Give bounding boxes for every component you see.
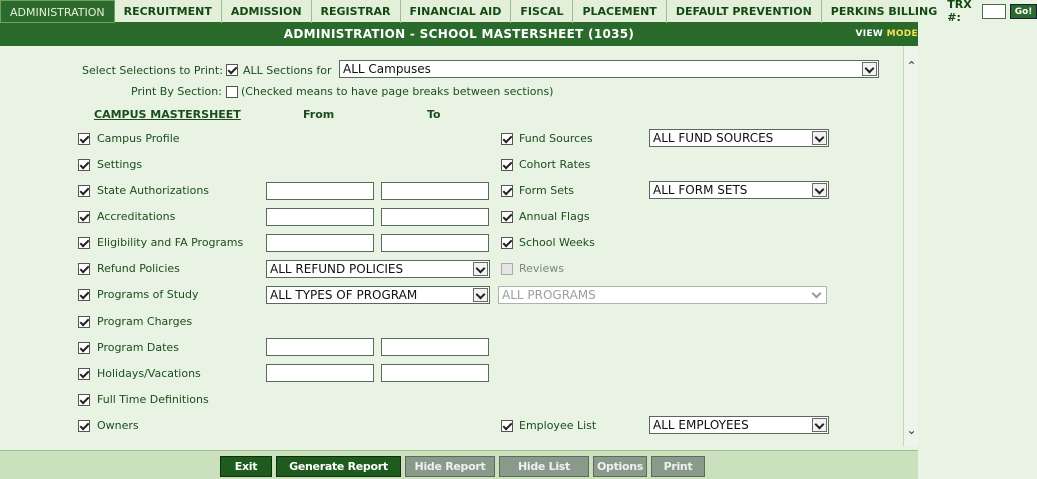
eligibility-label: Eligibility and FA Programs [97,236,244,249]
holidays-label: Holidays/Vacations [97,367,201,380]
programs-select-value: ALL PROGRAMS [502,288,596,302]
exit-button[interactable]: Exit [220,456,272,477]
accreditations-checkbox[interactable] [78,211,90,223]
trx-group [939,0,1037,24]
vertical-scrollbar[interactable] [903,46,918,446]
fund-sources-select[interactable] [649,129,829,147]
eligibility-checkbox[interactable] [78,237,90,249]
holidays-from-input[interactable] [266,364,374,382]
accreditations-label: Accreditations [97,210,176,223]
annual-flags-checkbox[interactable] [501,211,513,223]
refund-policies-label: Refund Policies [97,262,180,275]
form-sets-select[interactable] [649,181,829,199]
full-time-definitions-label: Full Time Definitions [97,393,209,406]
full-time-definitions-checkbox[interactable] [78,394,90,406]
tab-administration[interactable]: ADMINISTRATION [0,0,115,23]
employee-list-checkbox[interactable] [501,420,513,432]
eligibility-from-input[interactable] [266,234,374,252]
tab-registrar[interactable]: REGISTRAR [312,0,401,23]
page-title: ADMINISTRATION - SCHOOL MASTERSHEET (1035) [283,27,635,41]
generate-report-button[interactable]: Generate Report [276,456,401,477]
refund-policies-select[interactable] [266,260,490,278]
employee-list-select-value: ALL EMPLOYEES [653,418,749,432]
accreditations-from-input[interactable] [266,208,374,226]
employee-list-select[interactable] [649,416,829,434]
trx-input[interactable] [982,4,1006,19]
tab-default-prevention[interactable]: DEFAULT PREVENTION [667,0,822,23]
programs-of-study-label: Programs of Study [97,288,199,301]
refund-policies-select-value: ALL REFUND POLICIES [270,262,404,276]
fund-sources-select-value: ALL FUND SOURCES [653,131,774,145]
school-weeks-label: School Weeks [519,236,595,249]
owners-checkbox[interactable] [78,420,90,432]
title-bar [0,23,918,46]
holidays-checkbox[interactable] [78,368,90,380]
print-by-section-checkbox[interactable] [226,86,238,98]
bottom-toolbar [0,450,918,479]
accreditations-to-input[interactable] [381,208,489,226]
chevron-down-icon [812,131,827,145]
mode-view: VIEW [855,29,884,39]
all-sections-checkbox[interactable] [226,64,238,76]
chevron-down-icon [862,62,877,76]
state-authorizations-to-input[interactable] [381,182,489,200]
tab-recruitment[interactable]: RECRUITMENT [115,0,222,23]
tab-admission[interactable]: ADMISSION [222,0,312,23]
tab-perkins-billing[interactable]: PERKINS BILLING [830,4,938,18]
print-by-section-label: Print By Section: [131,85,222,98]
form-sets-select-value: ALL FORM SETS [653,183,748,197]
cohort-rates-label: Cohort Rates [519,158,591,171]
form-sets-checkbox[interactable] [501,185,513,197]
refund-policies-checkbox[interactable] [78,263,90,275]
program-dates-from-input[interactable] [266,338,374,356]
employee-list-label: Employee List [519,419,597,432]
trx-label: TRX #: [947,0,972,24]
scroll-up-icon[interactable]: ⌃ [906,59,917,73]
state-authorizations-checkbox[interactable] [78,185,90,197]
mode-mode: MODE [886,29,918,39]
reviews-checkbox [501,263,513,275]
program-charges-label: Program Charges [97,315,193,328]
select-label: Select Selections to Print: [82,64,223,77]
form-sets-label: Form Sets [519,184,574,197]
reviews-label: Reviews [519,262,564,275]
school-weeks-checkbox[interactable] [501,237,513,249]
from-column-header: From [303,108,335,121]
settings-checkbox[interactable] [78,159,90,171]
fund-sources-label: Fund Sources [519,132,593,145]
options-button: Options [593,456,647,477]
state-authorizations-from-input[interactable] [266,182,374,200]
program-charges-checkbox[interactable] [78,316,90,328]
programs-of-study-checkbox[interactable] [78,289,90,301]
all-sections-label: ALL Sections for [243,64,332,77]
chevron-down-icon [812,418,827,432]
hide-list-button: Hide List [499,456,589,477]
programs-select [498,286,827,304]
campus-profile-label: Campus Profile [97,132,180,145]
go-button[interactable]: Go! [1010,4,1037,19]
tab-financial-aid[interactable]: FINANCIAL AID [401,0,512,23]
program-dates-checkbox[interactable] [78,342,90,354]
chevron-down-icon [810,288,825,302]
program-dates-label: Program Dates [97,341,179,354]
print-button: Print [651,456,705,477]
top-nav [0,0,1033,24]
eligibility-to-input[interactable] [381,234,489,252]
fund-sources-checkbox[interactable] [501,133,513,145]
owners-label: Owners [97,419,139,432]
settings-label: Settings [97,158,143,171]
annual-flags-label: Annual Flags [519,210,590,223]
campus-select[interactable] [339,60,879,78]
state-authorizations-label: State Authorizations [97,184,210,197]
section-heading: CAMPUS MASTERSHEET [94,108,241,121]
campus-select-value: ALL Campuses [343,62,431,76]
print-by-section-note: (Checked means to have page breaks between sections) [241,85,554,98]
hide-report-button: Hide Report [405,456,495,477]
form-panel [0,46,903,446]
tab-placement[interactable]: PLACEMENT [573,0,666,23]
program-type-select[interactable] [266,286,490,304]
chevron-down-icon [473,288,488,302]
program-type-select-value: ALL TYPES OF PROGRAM [270,288,418,302]
cohort-rates-checkbox[interactable] [501,159,513,171]
chevron-down-icon [812,183,827,197]
holidays-to-input[interactable] [381,364,489,382]
program-dates-to-input[interactable] [381,338,489,356]
chevron-down-icon [473,262,488,276]
campus-profile-checkbox[interactable] [78,133,90,145]
mode-indicator [856,27,918,41]
scroll-down-icon[interactable]: ⌄ [906,423,917,437]
tab-fiscal[interactable]: FISCAL [511,0,573,23]
to-column-header: To [427,108,441,121]
